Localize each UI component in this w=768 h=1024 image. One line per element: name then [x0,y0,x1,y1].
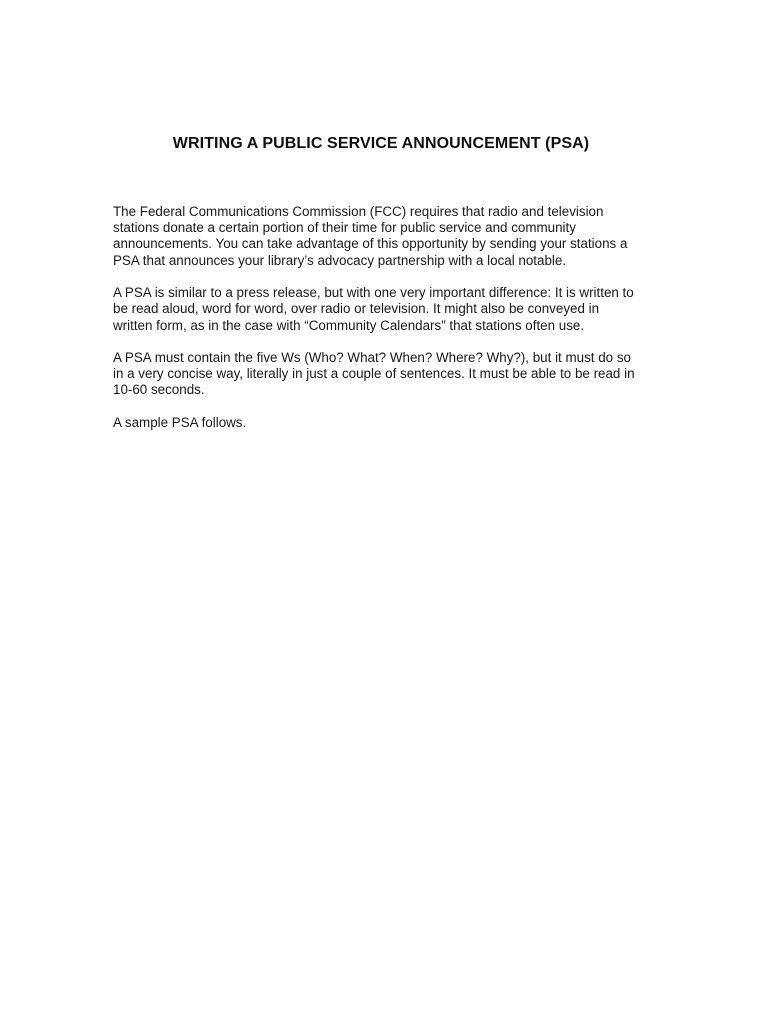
paragraph-line: in a very concise way, literally in just a couple of sentences. It must be able to be read in [113,366,635,382]
paragraph-line: A sample PSA follows. [113,414,247,430]
paragraph-line: A PSA is similar to a press release, but with one very important difference: It is written to [113,285,634,301]
paragraph-line: be read aloud, word for word, over radio or television. It might also be conveyed in [113,301,600,317]
paragraph-fcc-requirement [113,204,658,269]
document-title: WRITING A PUBLIC SERVICE ANNOUNCEMENT (PSA) [172,135,590,152]
paragraph-psa-definition [113,285,658,334]
document-body [113,204,658,447]
paragraph-line: written form, as in the case with “Community Calendars” that stations often use. [113,317,585,333]
paragraph-line: stations donate a certain portion of their time for public service and community [113,220,576,236]
paragraph-line: 10-60 seconds. [113,382,205,398]
paragraph-line: The Federal Communications Commission (FCC) requires that radio and television [113,204,604,219]
paragraph-line: A PSA must contain the five Ws (Who? What? When? Where? Why?), but it must do so [113,350,631,366]
paragraph-line: PSA that announces your library’s advocacy partnership with a local notable. [113,252,567,268]
paragraph-line: announcements. You can take advantage of this opportunity by sending your stations a [113,236,628,252]
paragraph-sample-follows [113,415,658,431]
paragraph-five-ws [113,350,658,399]
